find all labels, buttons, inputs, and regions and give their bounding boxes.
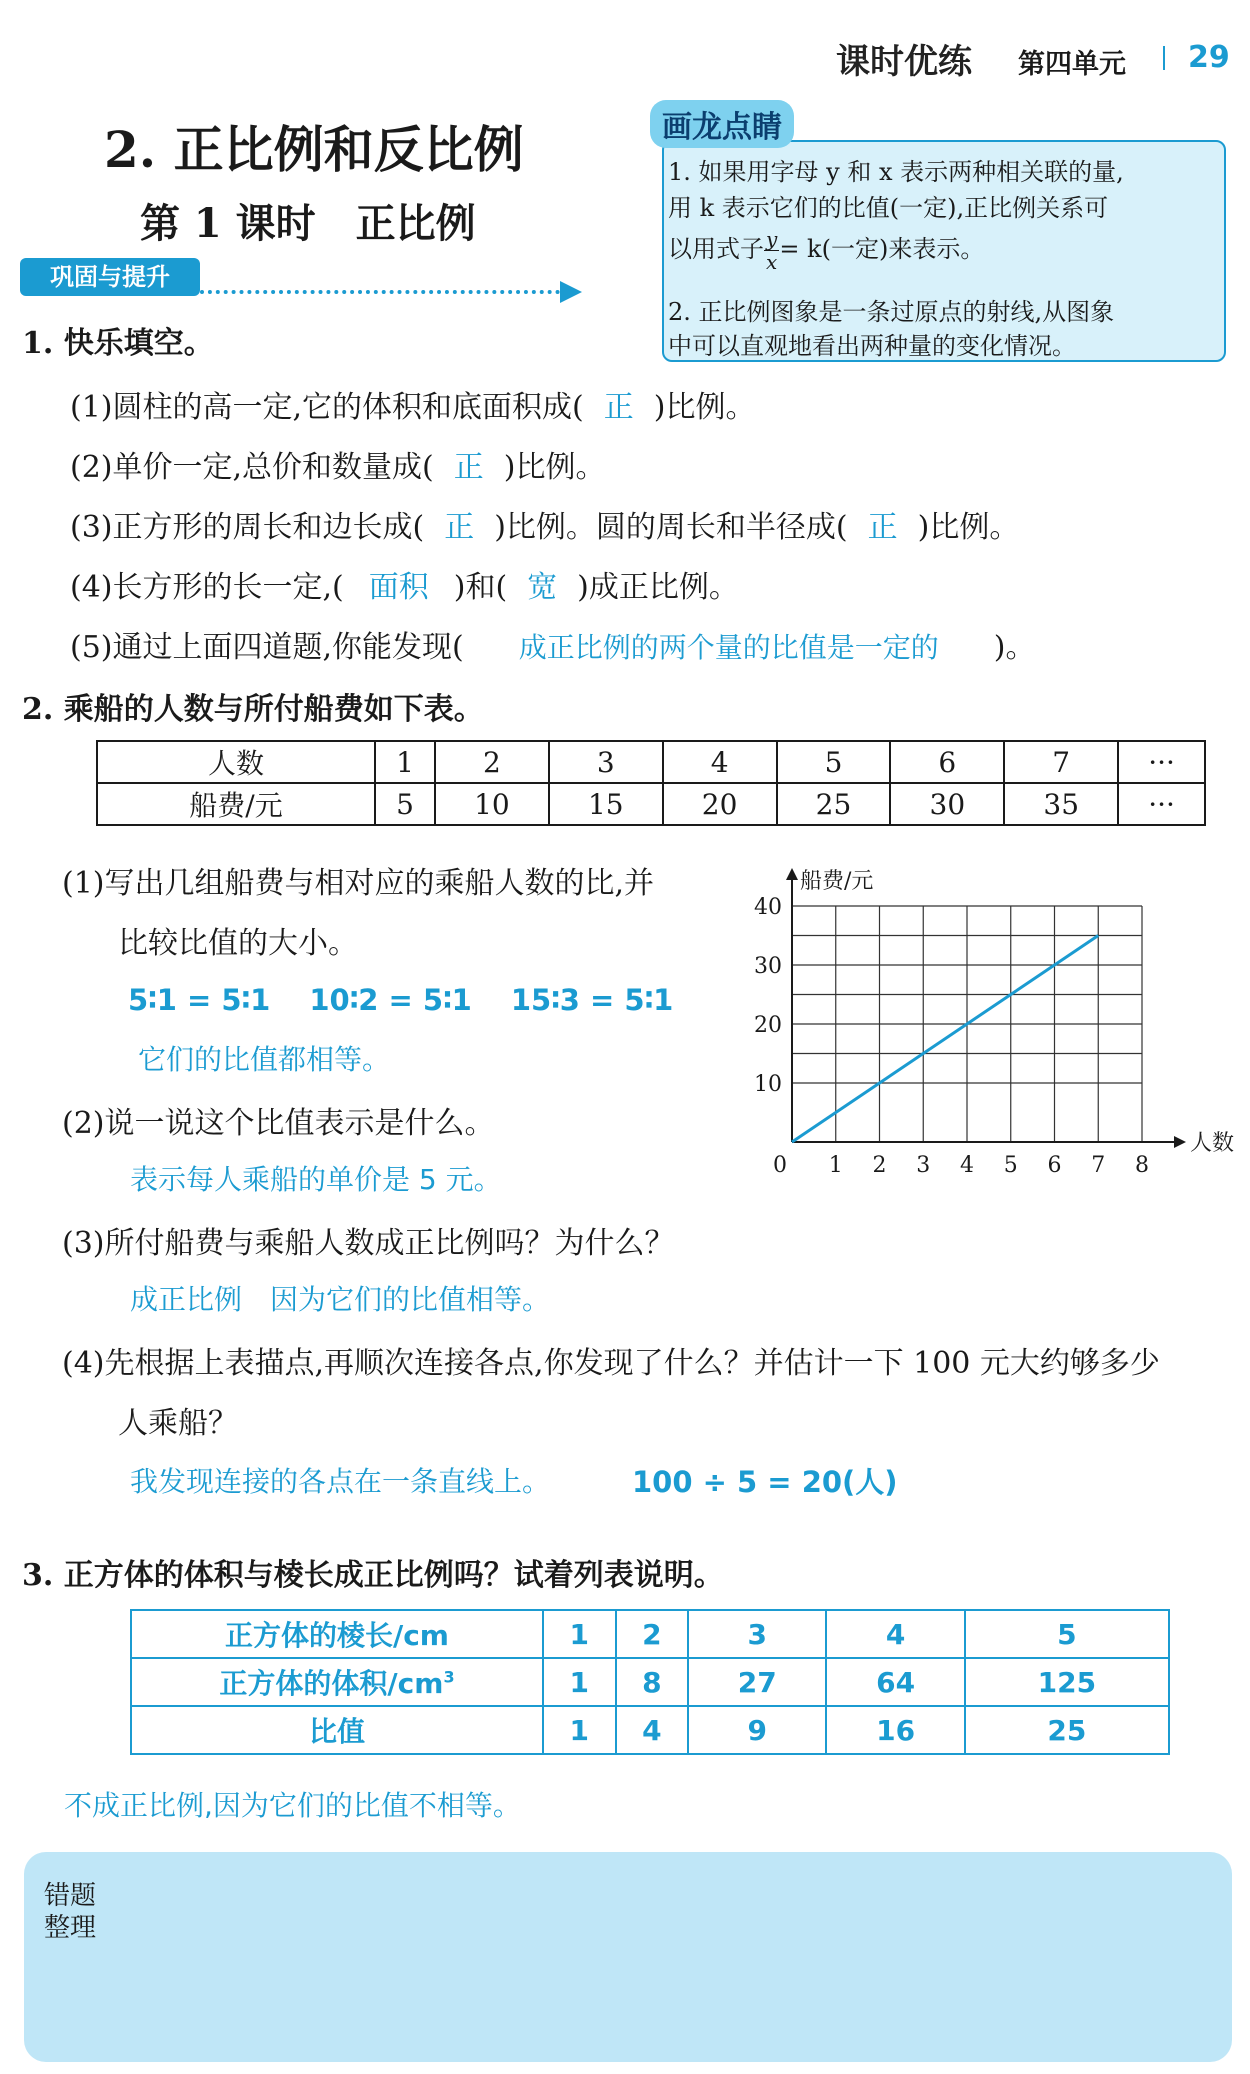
error-notes-label-line-1: 错题 [44,1881,97,1911]
x-axis-arrow-icon [1174,1136,1186,1148]
q1-item-4-answer-2: 宽 [527,570,558,605]
y-tick-label: 10 [754,1072,782,1097]
table-cell: 1 [543,1706,616,1754]
table-cell [131,1658,543,1706]
tip-line-3-pre: 以用式子 [668,235,764,263]
q1-item-1-text: (1)圆柱的高一定,它的体积和底面积成( [70,390,584,425]
table-cell: 8 [616,1658,689,1706]
table-cell: 20 [663,783,777,825]
table-cell: 4 [663,741,777,783]
banner-arrow-icon [560,281,582,303]
q1-item-4-text: (4)长方形的长一定,( [70,570,344,605]
table-cell: 正方体的棱长/cm [131,1610,543,1658]
q2-part3: (3)所付船费与乘船人数成正比例吗？为什么？ [62,1226,675,1261]
formula-fraction [764,228,779,273]
x-tick-label: 7 [1091,1153,1106,1178]
banner-dotted-line [200,290,560,294]
x-tick-label: 6 [1047,1153,1062,1178]
q2-part1-line1: (1)写出几组船费与相对应的乘船人数的比,并 [62,866,655,901]
y-tick-label: 20 [754,1013,782,1038]
q1-item-2-text-end: )比例。 [503,450,606,485]
q2-part4-line2: 人乘船？ [118,1406,238,1441]
fraction-numerator: y [766,227,778,251]
x-tick-label: 1 [828,1153,843,1178]
table-row [131,1658,1169,1706]
table-cell: 1 [375,741,435,783]
table-cell: 25 [965,1706,1169,1754]
q2-part1-answer-1: 5∶1 = 5∶1 10∶2 = 5∶1 15∶3 = 5∶1 [128,983,674,1017]
q1-item-2 [70,442,605,486]
error-notes-label-line-2: 整理 [44,1913,97,1943]
q2-part2: (2)说一说这个比值表示是什么。 [62,1106,495,1141]
table-cell: 15 [549,783,663,825]
fare-table [96,740,1206,826]
table-row [131,1706,1169,1754]
y-axis-arrow-icon [786,868,798,880]
table-cell: 5 [375,783,435,825]
tip-line-1: 1. 如果用字母 y 和 x 表示两种相关联的量, [668,158,1124,186]
table-cell: 10 [435,783,549,825]
x-tick-label: 8 [1135,1153,1149,1178]
tip-line-4: 2. 正比例图象是一条过原点的射线,从图象 [668,298,1115,326]
q1-item-3-text-end: )比例。 [917,510,1020,545]
y-tick-label: 40 [754,895,782,920]
y-tick-label: 30 [754,954,782,979]
table-cell: 4 [616,1706,689,1754]
tip-line-5: 中可以直观地看出两种量的变化情况。 [668,332,1076,360]
header-brand: 课时优练 [836,42,972,82]
q1-item-3-text: (3)正方形的周长和边长成( [70,510,425,545]
q3-title: 3. 正方体的体积与棱长成正比例吗？试着列表说明。 [22,1558,724,1593]
table-cell: 1 [543,1610,616,1658]
q2-part4-answer-1: 我发现连接的各点在一条直线上。 [130,1465,551,1498]
series-line [792,936,1098,1143]
table-row [131,1610,1169,1658]
table-cell: 4 [826,1610,964,1658]
y-axis-label: 船费/元 [800,869,874,894]
table-row [97,783,1205,825]
table-row [97,741,1205,783]
table-cell: 25 [777,783,891,825]
q1-item-2-text: (2)单价一定,总价和数量成( [70,450,434,485]
q1-item-3-text-mid: )比例。圆的周长和半径成( [494,510,848,545]
header-separator [1163,46,1165,70]
tip-line-2: 用 k 表示它们的比值(一定),正比例关系可 [668,194,1109,222]
q1-item-1-answer: 正 [603,390,634,425]
table-cell: 5 [777,741,891,783]
table-cell: 9 [688,1706,826,1754]
q3-answer: 不成正比例,因为它们的比值不相等。 [64,1789,521,1822]
q1-item-1-text-end: )比例。 [653,390,756,425]
q1-item-4-text-mid: )和( [453,570,508,605]
q1-item-5-text: (5)通过上面四道题,你能发现( [70,630,464,665]
table-cell: 3 [688,1610,826,1658]
table-cell: 3 [549,741,663,783]
q1-item-2-answer: 正 [453,450,484,485]
x-tick-label: 5 [1003,1153,1018,1178]
fraction-denominator: x [766,250,778,274]
q2-part4-line1: (4)先根据上表描点,再顺次连接各点,你发现了什么？并估计一下 100 元大约够多少 [62,1346,1160,1381]
table-cell: 人数 [97,741,375,783]
q1-item-4-text-end: )成正比例。 [577,570,739,605]
table-cell: 6 [890,741,1004,783]
tip-line-3 [668,228,984,273]
table-cell: 2 [435,741,549,783]
page-number: 29 [1188,40,1230,75]
banner-label: 巩固与提升 [20,258,200,296]
table-cell: 125 [965,1658,1169,1706]
q2-part1-line2: 比较比值的大小。 [118,926,358,961]
table-cell: 16 [826,1706,964,1754]
fare-chart [740,848,1235,1188]
q1-item-3 [70,502,1019,546]
cube-table [130,1609,1170,1755]
q2-part2-answer: 表示每人乘船的单价是 5 元。 [130,1163,502,1196]
table-cell: 30 [890,783,1004,825]
x-tick-label: 2 [872,1153,887,1178]
q1-item-1 [70,382,755,426]
table-cell: 35 [1004,783,1118,825]
table-cell: 64 [826,1658,964,1706]
table-cell: ··· [1118,783,1205,825]
q1-item-4 [70,562,739,606]
table-cell: 比值 [131,1706,543,1754]
q1-title: 1. 快乐填空。 [22,326,214,361]
x-axis-label: 人数 [1190,1131,1235,1156]
q1-item-4-answer-1: 面积 [368,570,429,605]
section-title: 2. 正比例和反比例 [104,120,524,179]
table-cell: 1 [543,1658,616,1706]
q1-item-5-text-end: )。 [993,630,1036,665]
q2-part1-answer-2: 它们的比值都相等。 [138,1043,391,1076]
volume-unit-exponent: 3 [443,1667,455,1687]
table-cell: ··· [1118,741,1205,783]
q1-item-5-answer: 成正比例的两个量的比值是一定的 [518,631,939,664]
q2-part4-answer-2: 100 ÷ 5 = 20(人) [632,1465,898,1499]
volume-label: 正方体的体积/cm [219,1667,444,1700]
lesson-title: 第 1 课时 正比例 [140,200,476,247]
x-tick-label: 3 [916,1153,931,1178]
error-notes-label [44,1880,104,1944]
table-cell: 27 [688,1658,826,1706]
tip-line-3-post: = k(一定)来表示。 [779,235,985,263]
q1-item-3-answer-2: 正 [867,510,898,545]
table-cell: 5 [965,1610,1169,1658]
x-tick-label: 4 [960,1153,974,1178]
tip-title: 画龙点睛 [650,100,794,148]
error-notes-box[interactable] [24,1852,1232,2062]
origin-label: 0 [773,1153,787,1178]
header-unit: 第四单元 [1018,49,1126,80]
table-cell: 2 [616,1610,689,1658]
table-cell: 7 [1004,741,1118,783]
q1-item-3-answer-1: 正 [444,510,475,545]
table-cell: 船费/元 [97,783,375,825]
q1-item-5 [70,622,1035,666]
q2-title: 2. 乘船的人数与所付船费如下表。 [22,692,484,727]
q2-part3-answer: 成正比例 因为它们的比值相等。 [130,1283,551,1316]
